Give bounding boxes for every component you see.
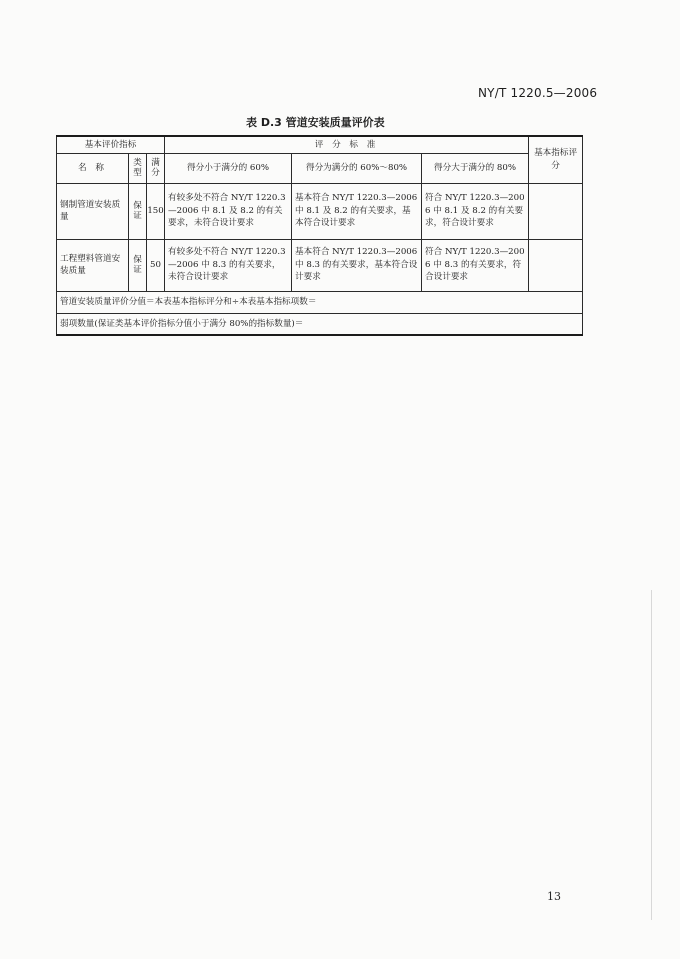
row-60-80: 基本符合 NY/T 1220.3—2006 中 8.3 的有关要求，基本符合设计要求 [292,239,422,291]
row-full-score: 50 [147,239,165,291]
header-full-score: 满 分 [147,153,165,183]
table-title: 表 D.3 管道安装质量评价表 [246,116,385,129]
table-row [57,239,583,291]
header-basic-indicators: 基本评价指标 [57,136,165,153]
evaluation-table [56,135,583,336]
header-type: 类 型 [129,153,147,183]
row-name: 钢制管道安装质量 [57,183,129,239]
header-scoring-criteria: 评 分 标 准 [165,136,529,153]
row-full-score: 150 [147,183,165,239]
row-type: 保 证 [129,239,147,291]
summary-weak-items: 弱项数量(保证类基本评价指标分值小于满分 80%的指标数量)＝ [57,313,583,335]
header-name: 名 称 [57,153,129,183]
row-name: 工程塑料管道安装质量 [57,239,129,291]
header-above-80: 得分大于满分的 80% [422,153,529,183]
page-number: 13 [547,890,561,903]
header-basic-score: 基本指标评分 [529,136,583,183]
row-type: 保 证 [129,183,147,239]
standard-id: NY/T 1220.5—2006 [478,86,598,100]
header-below-60: 得分小于满分的 60% [165,153,292,183]
row-below-60: 有较多处不符合 NY/T 1220.3—2006 中 8.3 的有关要求，未符合设计要求 [165,239,292,291]
summary-evaluation-value: 管道安装质量评价分值＝本表基本指标评分和÷本表基本指标项数＝ [57,291,583,313]
header-60-80: 得分为满分的 60%～80% [292,153,422,183]
row-score [529,183,583,239]
row-below-60: 有较多处不符合 NY/T 1220.3—2006 中 8.1 及 8.2 的有关要求，未符合设计要求 [165,183,292,239]
row-60-80: 基本符合 NY/T 1220.3—2006 中 8.1 及 8.2 的有关要求，基本符合设计要求 [292,183,422,239]
row-score [529,239,583,291]
table-row [57,183,583,239]
row-above-80: 符合 NY/T 1220.3—2006 中 8.1 及 8.2 的有关要求，符合设计要求 [422,183,529,239]
row-above-80: 符合 NY/T 1220.3—2006 中 8.3 的有关要求，符合设计要求 [422,239,529,291]
scan-edge-line [651,590,652,920]
